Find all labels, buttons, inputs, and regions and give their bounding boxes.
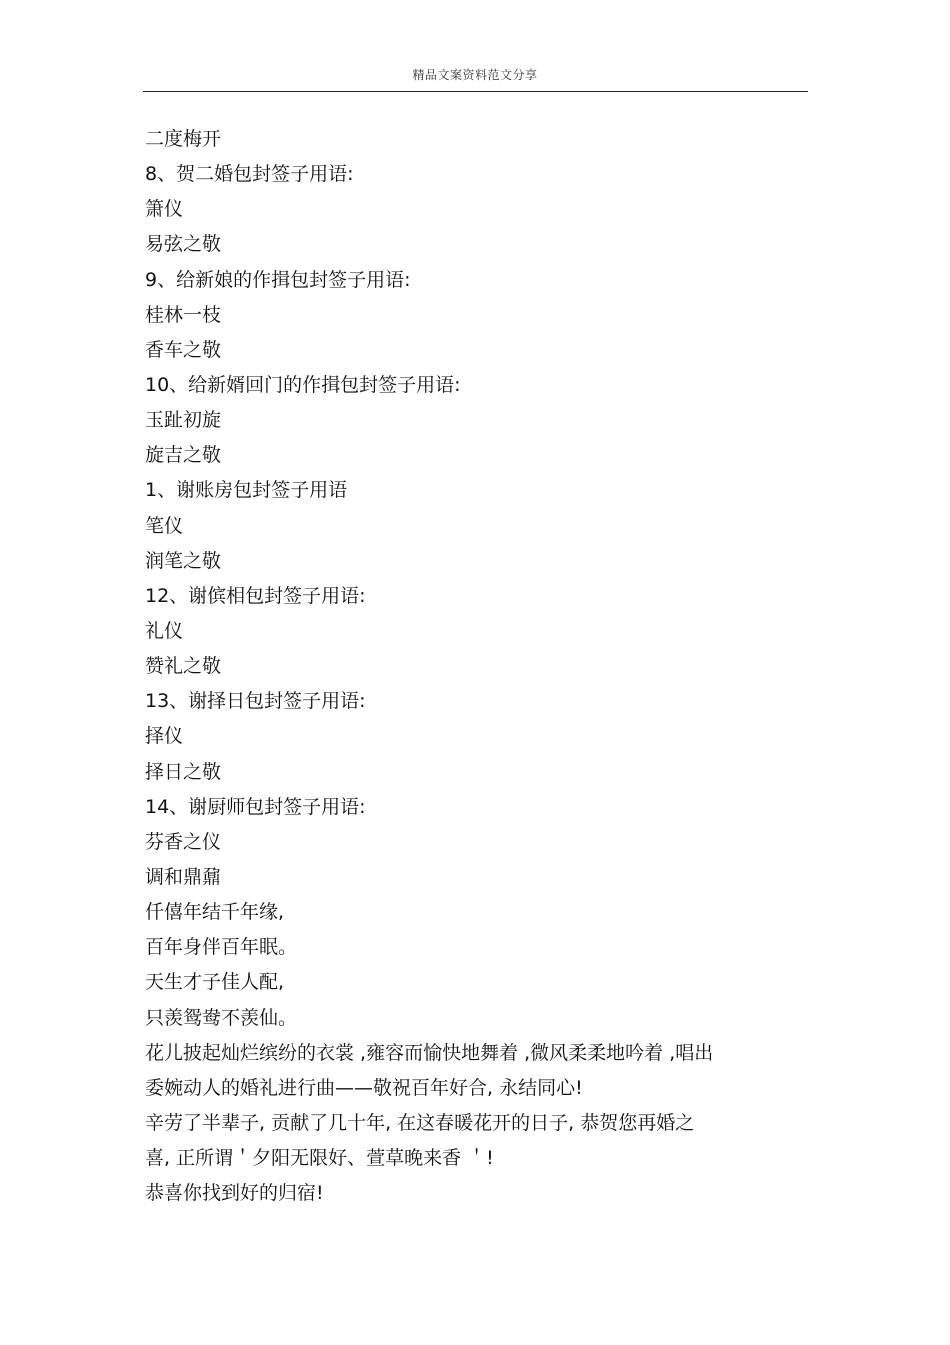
text-line: 喜, 正所谓＇夕阳无限好、萱草晚来香 ＇! <box>145 1147 494 1170</box>
text-line: 择仪 <box>145 725 184 748</box>
text-line: 1、谢账房包封签子用语 <box>145 479 348 502</box>
text-line: 择日之敬 <box>145 760 222 783</box>
text-line: 芬香之仪 <box>145 830 222 853</box>
text-line: 委婉动人的婚礼进行曲——敬祝百年好合, 永结同心! <box>145 1076 583 1099</box>
text-line: 天生才子佳人配, <box>145 971 285 994</box>
text-line: 恭喜你找到好的归宿! <box>145 1182 324 1205</box>
text-line: 玉趾初旋 <box>145 409 222 432</box>
text-line: 14、谢厨师包封签子用语: <box>145 795 366 818</box>
text-line: 赞礼之敬 <box>145 655 222 678</box>
text-line: 8、贺二婚包封签子用语: <box>145 163 354 186</box>
text-line: 花儿披起灿烂缤纷的衣裳 ,雍容而愉快地舞着 ,微风柔柔地吟着 ,唱出 <box>145 1041 714 1064</box>
text-line: 易弦之敬 <box>145 233 222 256</box>
document-body <box>145 122 807 1211</box>
text-line: 香车之敬 <box>145 338 222 361</box>
text-line: 百年身伴百年眠。 <box>145 936 298 959</box>
text-line: 礼仪 <box>145 619 184 642</box>
text-line: 10、给新婿回门的作揖包封签子用语: <box>145 373 461 396</box>
text-line: 13、谢择日包封签子用语: <box>145 690 366 713</box>
text-line: 箫仪 <box>145 198 184 221</box>
text-line: 12、谢傧相包封签子用语: <box>145 584 366 607</box>
text-line: 调和鼎鼐 <box>145 865 222 888</box>
text-line: 桂林一枝 <box>145 303 222 326</box>
text-line: 只羡鸳鸯不羡仙。 <box>145 1006 298 1029</box>
text-line: 9、给新娘的作揖包封签子用语: <box>145 268 411 291</box>
text-line: 二度梅开 <box>145 128 222 150</box>
text-line: 润笔之敬 <box>145 549 222 572</box>
text-line: 笔仪 <box>145 514 184 537</box>
header-divider <box>143 91 808 92</box>
page-header-title: 精品文案资料范文分享 <box>412 68 538 82</box>
text-line: 辛劳了半辈子, 贡献了几十年, 在这春暖花开的日子, 恭贺您再婚之 <box>145 1111 695 1134</box>
text-line: 仟僖年结千年缘, <box>145 901 285 924</box>
text-line: 旋吉之敬 <box>145 444 222 467</box>
